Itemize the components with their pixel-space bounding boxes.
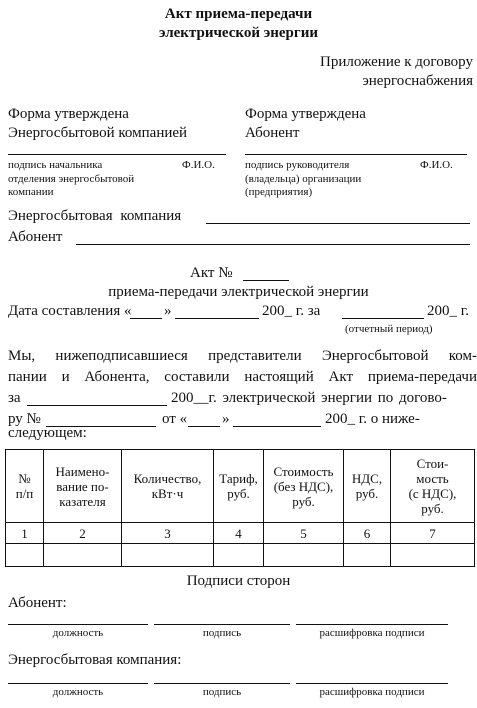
abonent-label: Абонент <box>8 229 63 245</box>
company-position-line[interactable] <box>8 683 148 684</box>
body-line4-d: 200_ г. о ниже- <box>325 411 420 427</box>
approval-right-fio: Ф.И.О. <box>420 159 453 171</box>
act-number-label: Акт № <box>190 265 233 281</box>
body-line4-b: от « <box>162 411 188 427</box>
act-number-field[interactable] <box>243 280 289 281</box>
company-decode-line[interactable] <box>296 683 448 684</box>
body-period-field[interactable] <box>27 405 167 406</box>
period-field[interactable] <box>342 318 424 319</box>
header-cell-quantity: Количество, кВт·ч <box>122 450 214 523</box>
document-title-line2: электрической энергии <box>159 25 318 41</box>
approval-left-line1: Форма утверждена <box>8 106 129 122</box>
number-cell: 7 <box>391 523 475 544</box>
contract-month-field[interactable] <box>233 426 321 427</box>
contract-day-field[interactable] <box>188 426 220 427</box>
energy-table <box>5 449 475 567</box>
approval-left-sub3: компании <box>8 186 54 198</box>
approval-right-line2: Абонент <box>245 125 300 141</box>
company-caption-decode: расшифровка подписи <box>319 686 425 698</box>
approval-right-sign-line[interactable] <box>245 154 467 155</box>
number-cell: 2 <box>44 523 122 544</box>
company-caption-signature: подпись <box>202 686 242 698</box>
date-month-field[interactable] <box>175 318 259 319</box>
header-cell-cost-vat: Стои- мость (с НДС), руб. <box>391 450 475 523</box>
abonent-decode-line[interactable] <box>296 624 448 625</box>
header-cell-tariff: Тариф, руб. <box>214 450 264 523</box>
approval-right-sign-label: подпись руководителя <box>245 159 350 171</box>
company-caption-position: должность <box>52 686 104 698</box>
abonent-position-line[interactable] <box>8 624 148 625</box>
abonent-caption-signature: подпись <box>202 627 242 639</box>
body-line1: Мы, нижеподписавшиеся представители Энергосбытовой ком- <box>8 348 477 364</box>
body-line3-a: за <box>8 390 21 406</box>
abonent-caption-position: должность <box>52 627 104 639</box>
abonent-field[interactable] <box>76 244 470 245</box>
body-line3-b: 200__г. электрической энергии по догово- <box>171 390 447 406</box>
abonent-signature-line[interactable] <box>154 624 290 625</box>
date-year1: 200_ г. за <box>262 303 321 319</box>
abonent-caption-decode: расшифровка подписи <box>319 627 425 639</box>
date-year2: 200_ г. <box>427 303 469 319</box>
table-cell[interactable] <box>6 544 44 567</box>
appendix-line1: Приложение к договору <box>320 54 473 70</box>
company-signature-line[interactable] <box>154 683 290 684</box>
table-header-row <box>6 450 475 523</box>
signature-company-label: Энергосбытовая компания: <box>8 652 182 668</box>
approval-right-sub3: (предприятия) <box>245 186 313 198</box>
approval-right-sub2: (владельца) организации <box>245 173 362 185</box>
body-line4-a: ру № <box>8 411 41 427</box>
approval-right-line1: Форма утверждена <box>245 106 366 122</box>
date-day-field[interactable] <box>130 318 162 319</box>
body-line2: пании и Абонента, составили настоящий Акт приема-передачи <box>8 369 477 385</box>
number-cell: 4 <box>214 523 264 544</box>
appendix-line2: энергоснабжения <box>362 73 473 89</box>
header-cell-name: Наимено- вание по- казателя <box>44 450 122 523</box>
signatures-title: Подписи сторон <box>186 573 291 589</box>
table-cell[interactable] <box>344 544 391 567</box>
number-cell: 1 <box>6 523 44 544</box>
number-cell: 3 <box>122 523 214 544</box>
company-field[interactable] <box>206 223 470 224</box>
table-number-row <box>6 523 475 544</box>
header-cell-vat: НДС, руб. <box>344 450 391 523</box>
table-cell[interactable] <box>264 544 344 567</box>
company-label: Энергосбытовая компания <box>8 208 182 224</box>
number-cell: 6 <box>344 523 391 544</box>
period-note: (отчетный период) <box>345 323 433 335</box>
approval-left-fio: Ф.И.О. <box>182 159 215 171</box>
document-title-line1: Акт приема-передачи <box>164 6 313 22</box>
approval-left-sign-line[interactable] <box>8 154 226 155</box>
approval-left-sub2: отделения энергосбытовой <box>8 173 135 185</box>
act-subtitle: приема-передачи электрической энергии <box>108 284 369 300</box>
date-prefix: Дата составления « <box>8 303 132 319</box>
table-cell[interactable] <box>391 544 475 567</box>
date-mid: » <box>164 303 172 319</box>
table-cell[interactable] <box>214 544 264 567</box>
header-cell-cost: Стоимость (без НДС), руб. <box>264 450 344 523</box>
approval-left-sign-label: подпись начальника <box>8 159 103 171</box>
body-line5: следующем: <box>8 425 87 441</box>
body-line4-c: » <box>222 411 230 427</box>
number-cell: 5 <box>264 523 344 544</box>
approval-left-line2: Энергосбытовой компанией <box>8 125 188 141</box>
table-cell[interactable] <box>122 544 214 567</box>
table-row <box>6 544 475 567</box>
signature-abonent-label: Абонент: <box>8 595 67 611</box>
header-cell-number: № п/п <box>6 450 44 523</box>
table-cell[interactable] <box>44 544 122 567</box>
